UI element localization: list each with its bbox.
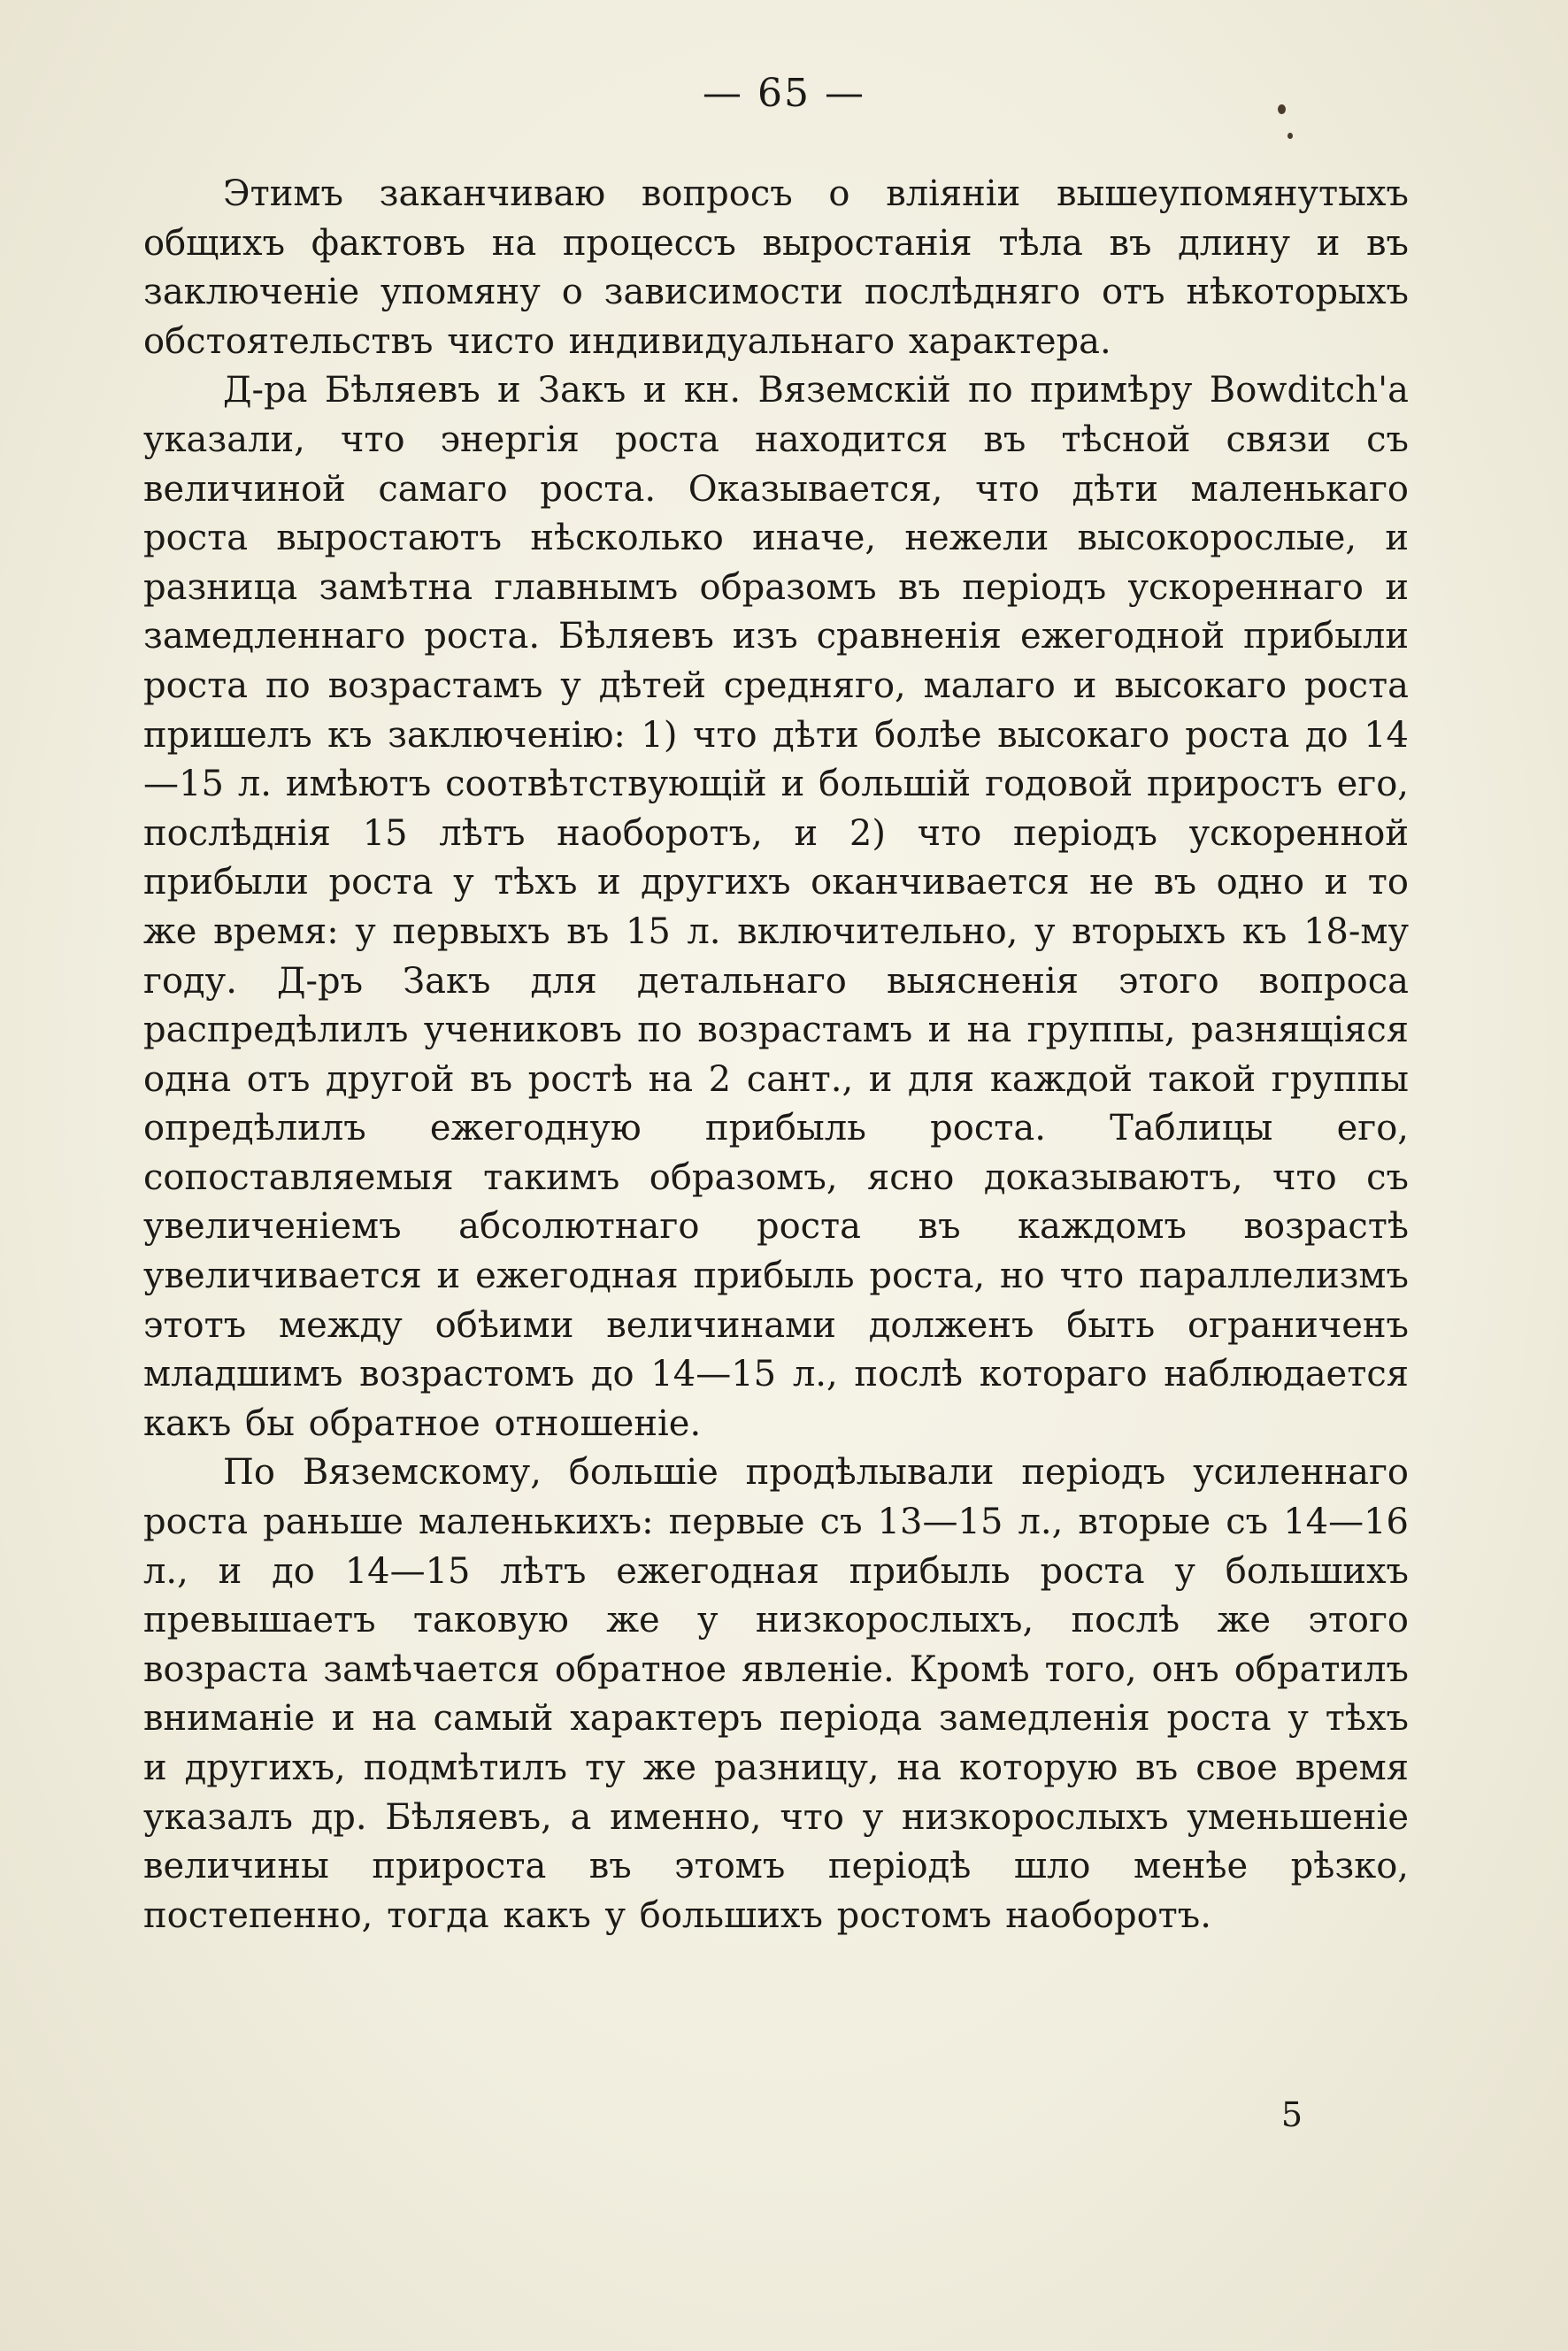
page-number-header: — 65 — [703, 71, 865, 116]
signature-mark: 5 [1280, 2095, 1303, 2134]
ink-speck [1278, 104, 1286, 114]
paragraph-2: Д-ра Бѣляевъ и Закъ и кн. Вяземскій по примѣру Bowditch'a указали, что энергія роста находится въ тѣсной связи съ величиной самаго роста. Оказывается, что дѣти маленькаго роста выростаютъ нѣсколько иначе, нежели высокорослые, и разница замѣтна главнымъ образомъ въ періодъ ускореннаго и замедленнаго роста. Бѣляевъ изъ сравненія ежегодной прибыли роста по возрастамъ у дѣтей средняго, малаго и высокаго роста пришелъ къ заключенію: 1) что дѣти болѣе высокаго роста до 14—15 л. имѣютъ соотвѣтствующій и большій годовой приростъ его, послѣднія 15 лѣтъ наоборотъ, и 2) что періодъ ускоренной прибыли роста у тѣхъ и другихъ оканчивается не въ одно и то же время: у первыхъ въ 15 л. включительно, у вторыхъ къ 18-му году. Д-ръ Закъ для детальнаго выясненія этого вопроса распредѣлилъ учениковъ по возрастамъ и на группы, разнящіяся одна отъ другой въ ростѣ на 2 сант., и для каждой такой группы опредѣлилъ ежегодную прибыль роста. Таблицы его, сопоставляемыя такимъ образомъ, ясно доказываютъ, что съ увеличеніемъ абсолютнаго роста въ каждомъ возрастѣ увеличивается и ежегодная прибыль роста, но что параллелизмъ этотъ между обѣими величинами долженъ быть ограниченъ младшимъ возрастомъ до 14—15 л., послѣ котораго наблюдается какъ бы обратное отношеніе. [143, 370, 1409, 1444]
body-text [143, 170, 1409, 1940]
ink-speck [1287, 133, 1293, 139]
paragraph-1: Этимъ заканчиваю вопросъ о вліяніи вышеупомянутыхъ общихъ фактовъ на процессъ выростанія тѣла въ длину и въ заключеніе упомяну о зависимости послѣдняго отъ нѣкоторыхъ обстоятельствъ чисто индивидуальнаго характера. [143, 173, 1409, 362]
paragraph-3: По Вяземскому, большіе продѣлывали періодъ усиленнаго роста раньше маленькихъ: первые съ 13—15 л., вторые съ 14—16 л., и до 14—15 лѣтъ ежегодная прибыль роста у большихъ превышаетъ таковую же у низкорослыхъ, послѣ же этого возраста замѣчается обратное явленіе. Кромѣ того, онъ обратилъ вниманіе и на самый характеръ періода замедленія роста у тѣхъ и другихъ, подмѣтилъ ту же разницу, на которую въ свое время указалъ др. Бѣляевъ, а именно, что у низкорослыхъ уменьшеніе величины прироста въ этомъ періодѣ шло менѣе рѣзко, постепенно, тогда какъ у большихъ ростомъ наоборотъ. [143, 1452, 1409, 1936]
